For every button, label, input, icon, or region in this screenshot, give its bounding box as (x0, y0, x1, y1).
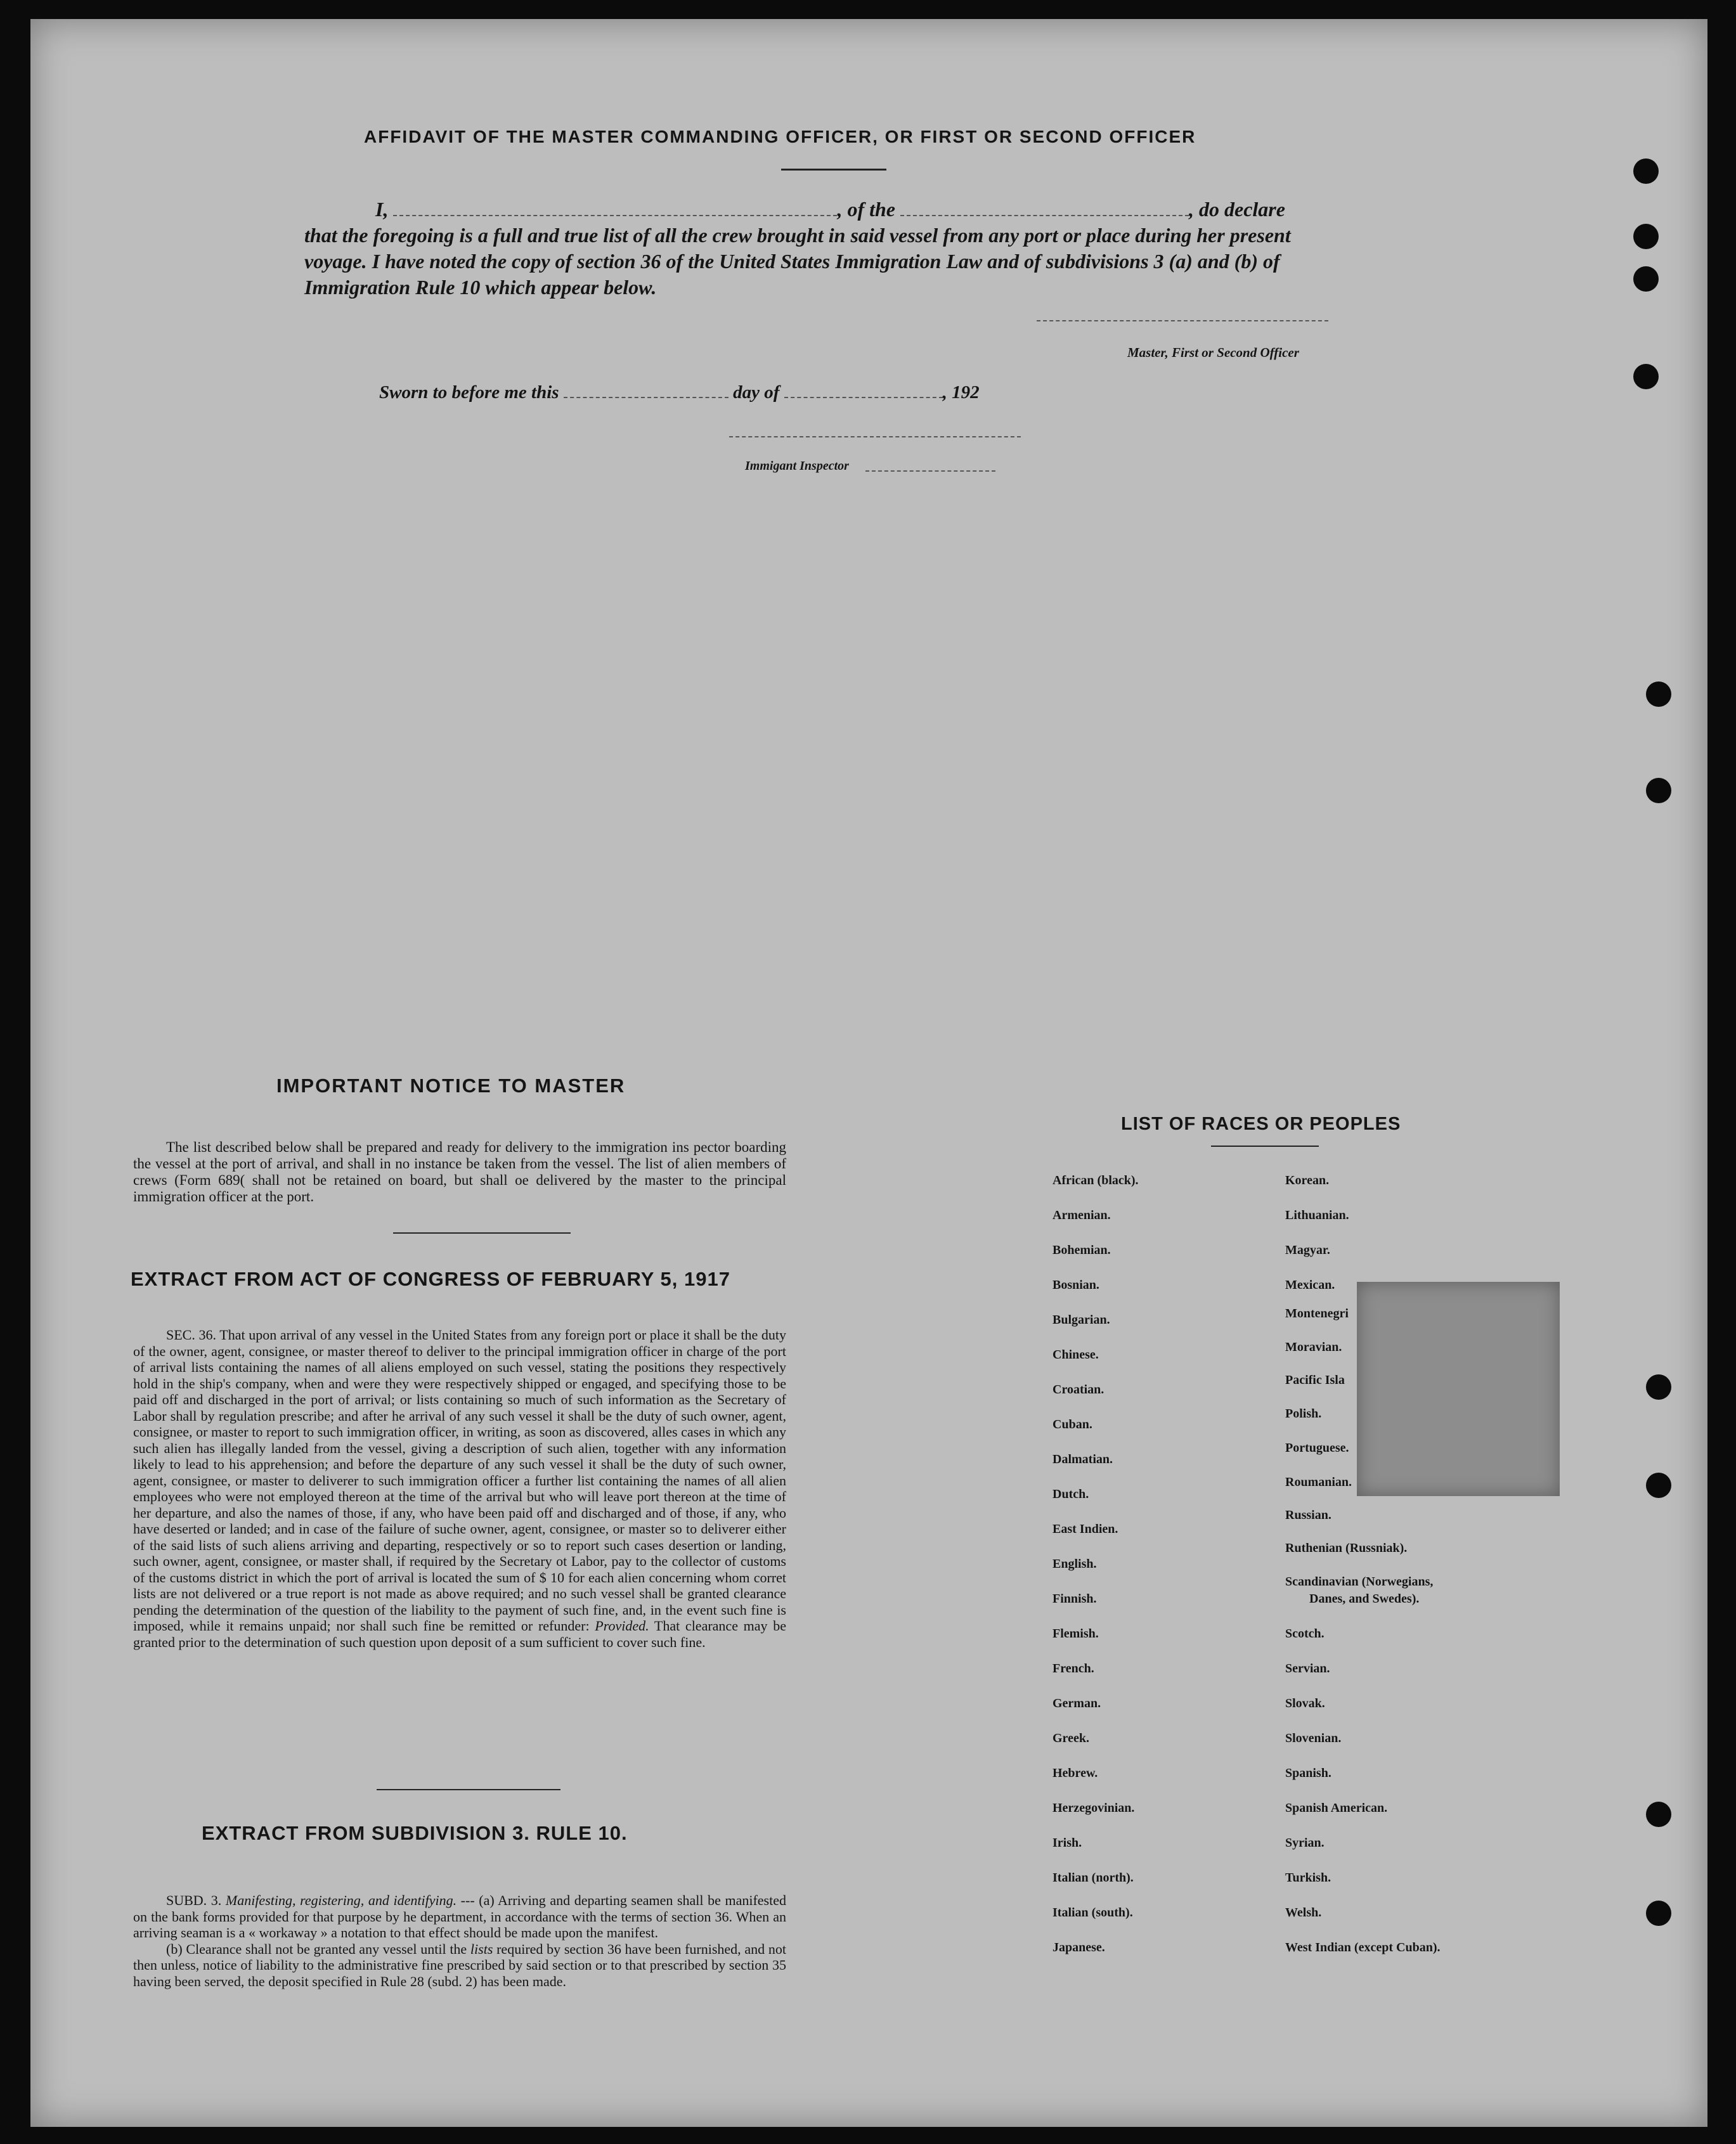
race-item: Syrian. (1285, 1836, 1325, 1850)
race-item: Dutch. (1053, 1487, 1089, 1501)
race-item: Cuban. (1053, 1417, 1092, 1431)
sworn-line (379, 382, 980, 403)
race-item: Bulgarian. (1053, 1313, 1110, 1327)
race-item: Slovak. (1285, 1696, 1325, 1710)
act-text: That upon arrival of any vessel in the United States from any foreign port or place it shall be the duty of the owner, agent, consignee, or master thereof to deliver to the principal immigration officer in charge of the port of arrival lists containing the names of all aliens employed on such vessel, stating the positions they respectively hold in the ship's company, when and were they were respectively shipped or engaged, and specifying those to be paid off and discharged in the port of arrival; or lists containing so much of such information as the Secretary of Labor shall by regulation prescribe; and after he arrival of any such vessel it shall be the duty of such owner, agent, consignee, or master to report to such immigration officer, in writing, as soon as discovered, alles cases in which any such alien has illegally landed from the vessel, giving a description of such alien, together with any information likely to lead to his apprehension; and before the departure of any such vessel it shall be the duty of such owner, agent, consignee, or master to deliverer to such immigration officer a further list containing the names of all alien employees who were not employed thereon at the time of the arrival but who will leave port thereon at the time of her departure, and also the names of those, if any, who have been paid off and discharged and of those, if any, who have deserted or landed; and in case of the failure of suche owner, agent, consignee, or master so to deliverer either of the said lists of such aliens arriving and departing, respectively or so to report such cases desertion or landing, such owner, agent, consignee, or master shall, if required by the Secretary ot Labor, pay to the collector of customs of the customs district in which the port of arrival is located the sum of $ 10 for each alien concerning whom corret lists are not delivered or a true report is not made as above required; and no such vessel shall be granted clearance pending the determination of the question of the liability to the payment of such fine, and, in the event such fine is imposed, while it remains unpaid; nor shall such fine be remitted or refunder: (133, 1327, 786, 1634)
race-item: West Indian (except Cuban). (1285, 1941, 1441, 1954)
rule-title: EXTRACT FROM SUBDIVISION 3. RULE 10. (202, 1822, 628, 1844)
subd-label: SUBD. 3. (166, 1892, 222, 1908)
notice-body: The list described below shall be prepared and ready for delivery to the immigration ins pector boarding the vessel at the port of arrival, and shall in no instance be taken from the vessel. The list of alien members of crews (Form 689( shall not be retained on board, but shall oe delivered by the master to the principal immigration officer at the port. (133, 1139, 786, 1204)
race-item: Bohemian. (1053, 1243, 1111, 1257)
section-rule (377, 1789, 560, 1790)
race-item: Dalmatian. (1053, 1452, 1113, 1466)
paper-patch (1357, 1282, 1560, 1496)
race-item: Welsh. (1285, 1906, 1322, 1920)
race-item: Italian (north). (1053, 1871, 1134, 1885)
provided-text: That clearance may be granted prior to the determination of such question upon deposit of a sum sufficient to cover such fine. (133, 1618, 786, 1650)
race-item: Lithuanian. (1285, 1208, 1349, 1222)
races-title-rule (1211, 1146, 1319, 1147)
race-item: Flemish. (1053, 1627, 1099, 1641)
declaration-i: I, (375, 198, 389, 221)
race-item: Magyar. (1285, 1243, 1330, 1257)
year-label: , 192 (942, 382, 980, 403)
punch-hole (1633, 224, 1659, 249)
race-item: Hebrew. (1053, 1766, 1098, 1780)
race-item: Roumanian. (1285, 1475, 1352, 1489)
inspector-dash-line (865, 470, 995, 472)
race-item: African (black). (1053, 1173, 1139, 1187)
subd-b-text: Clearance shall not be granted any vessel until the (186, 1941, 467, 1957)
title-rule (781, 169, 886, 171)
rule-body (133, 1892, 786, 1989)
affidavit-title: AFFIDAVIT OF THE MASTER COMMANDING OFFICER, OR FIRST OR SECOND OFFICER (364, 127, 1196, 146)
punch-hole (1633, 158, 1659, 184)
race-item: Italian (south). (1053, 1906, 1133, 1920)
race-item: Armenian. (1053, 1208, 1111, 1222)
sworn-day-blank[interactable] (564, 383, 729, 398)
day-of-label: day of (733, 382, 780, 403)
inspector-label: Immigant Inspector (745, 459, 849, 473)
race-item: Japanese. (1053, 1941, 1105, 1954)
signature-line[interactable] (1037, 320, 1328, 321)
race-item: Slovenian. (1285, 1731, 1342, 1745)
race-item: Spanish. (1285, 1766, 1331, 1780)
race-item: Irish. (1053, 1836, 1082, 1850)
sec-label: SEC. 36. (166, 1327, 216, 1343)
race-item: Portuguese. (1285, 1441, 1349, 1455)
subd-b-paragraph (133, 1941, 786, 1990)
notice-title: IMPORTANT NOTICE TO MASTER (276, 1075, 626, 1097)
punch-hole (1646, 1901, 1671, 1926)
document-page (30, 19, 1707, 2127)
sworn-label: Sworn to before me this (379, 382, 559, 403)
race-item: Danes, and Swedes). (1309, 1592, 1420, 1606)
subd-b-label: (b) (166, 1941, 183, 1957)
race-item: Finnish. (1053, 1592, 1097, 1606)
race-item: Pacific Isla (1285, 1373, 1345, 1387)
declaration-line: that the foregoing is a full and true list of all the crew brought in said vessel from any port or place during her present (304, 224, 1291, 247)
subd-b-lists: lists (470, 1941, 493, 1957)
race-item: East Indien. (1053, 1522, 1118, 1536)
race-item: Korean. (1285, 1173, 1330, 1187)
declaration-text (304, 197, 1331, 300)
declaration-of-the: , of the (837, 198, 895, 221)
subd-a-text: --- (a) Arriving and departing seamen shall be manifested on the bank forms provided for that purpose by he department, in accordance with the terms of section 36. When an arriving seaman is a « workaway » a notation to that effect should be made upon the manifest. (133, 1892, 786, 1941)
race-item: Herzegovinian. (1053, 1801, 1135, 1815)
race-item: Chinese. (1053, 1348, 1099, 1362)
inspector-signature-line[interactable] (729, 436, 1021, 437)
provided-label: Provided. (595, 1618, 649, 1634)
race-item: Servian. (1285, 1662, 1330, 1676)
punch-hole (1646, 1802, 1671, 1827)
race-item: English. (1053, 1557, 1097, 1571)
race-item: French. (1053, 1662, 1094, 1676)
race-item: Scotch. (1285, 1627, 1325, 1641)
race-item: Polish. (1285, 1407, 1322, 1421)
race-item: German. (1053, 1696, 1101, 1710)
act-body (133, 1327, 786, 1650)
race-item: Ruthenian (Russniak). (1285, 1541, 1408, 1555)
act-title: EXTRACT FROM ACT OF CONGRESS OF FEBRUARY 5, 1917 (131, 1268, 730, 1290)
declaration-do-declare: , do declare (1189, 198, 1285, 221)
name-blank[interactable] (393, 201, 837, 216)
punch-hole (1633, 364, 1659, 389)
punch-hole (1646, 681, 1671, 707)
race-item: Croatian. (1053, 1383, 1104, 1397)
punch-hole (1646, 778, 1671, 803)
race-item: Scandinavian (Norwegians, (1285, 1575, 1434, 1589)
signature-label: Master, First or Second Officer (1127, 345, 1299, 360)
declaration-line: voyage. I have noted the copy of section 36 of the United States Immigration Law and of subdivisions 3 (a) and (b) of (304, 250, 1280, 273)
punch-hole (1646, 1473, 1671, 1498)
section-rule (393, 1232, 571, 1234)
subd-b-text: required by section 36 have been furnished, and not then unless, notice of liability to the administrative fine prescribed by said section or to that prescribed by section 35 having been served, the deposit specified in Rule 28 (subd. 2) has been made. (133, 1941, 786, 1989)
race-item: Montenegri (1285, 1307, 1349, 1321)
race-item: Greek. (1053, 1731, 1089, 1745)
race-item: Mexican. (1285, 1278, 1335, 1292)
race-item: Moravian. (1285, 1340, 1342, 1354)
subd-a-paragraph (133, 1892, 786, 1941)
race-item: Russian. (1285, 1508, 1331, 1522)
declaration-line: Immigration Rule 10 which appear below. (304, 276, 657, 299)
subd-heading: Manifesting, registering, and identifying. (225, 1892, 457, 1908)
race-item: Turkish. (1285, 1871, 1331, 1885)
sworn-month-blank[interactable] (784, 383, 943, 398)
race-item: Spanish American. (1285, 1801, 1388, 1815)
race-item: Bosnian. (1053, 1278, 1099, 1292)
races-title: LIST OF RACES OR PEOPLES (1121, 1114, 1401, 1134)
vessel-blank[interactable] (900, 201, 1189, 216)
punch-hole (1633, 266, 1659, 292)
punch-hole (1646, 1374, 1671, 1400)
